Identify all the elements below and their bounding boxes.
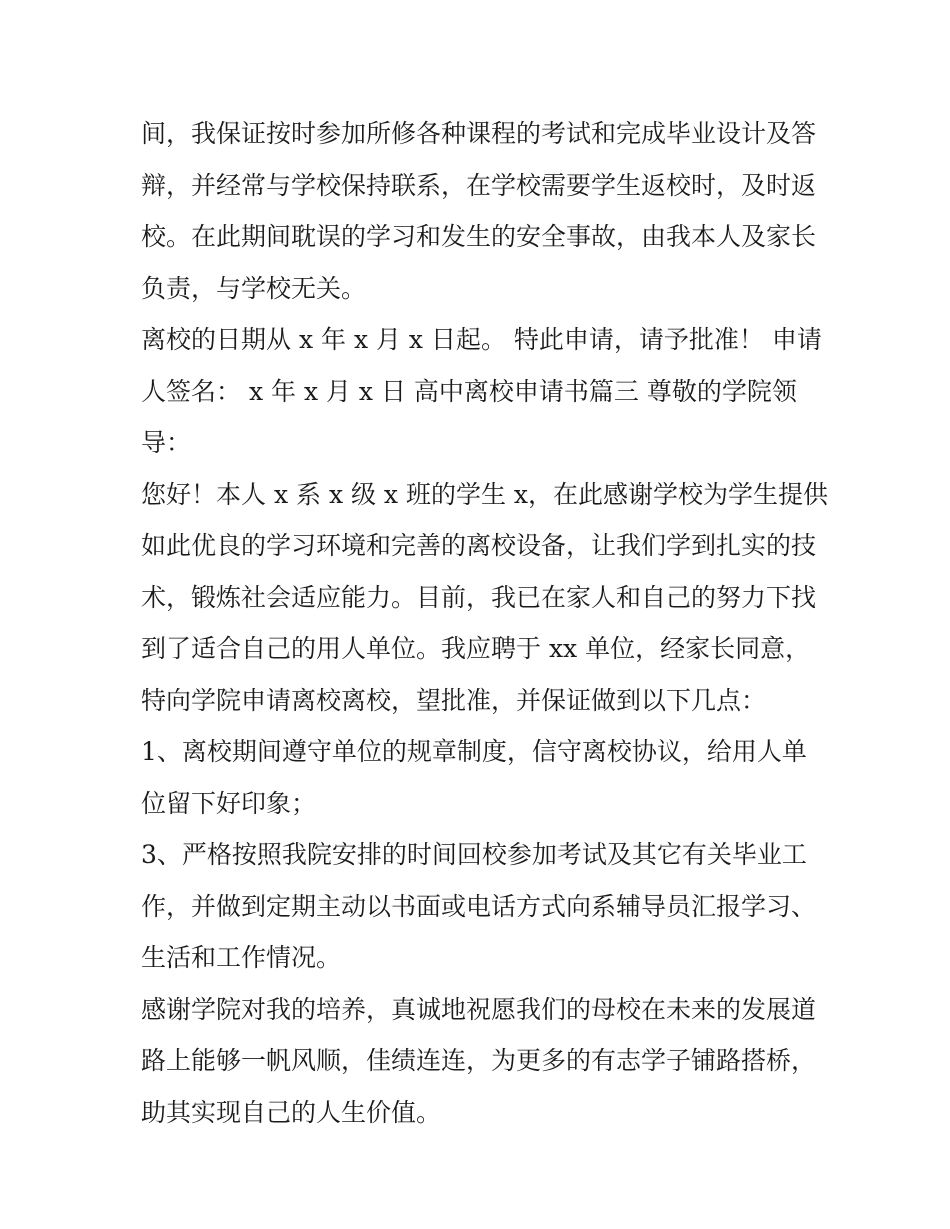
- text-line: 生活和工作情况。: [141, 943, 342, 972]
- text-line: 1、离校期间遵守单位的规章制度，信守离校协议，给用人单: [141, 737, 807, 766]
- text-line: 作，并做到定期主动以书面或电话方式向系辅导员汇报学习、: [141, 891, 817, 921]
- text-line: 辩，并经常与学校保持联系，在学校需要学生返校时，及时返: [141, 170, 817, 200]
- text-line: 校。在此期间耽误的学习和发生的安全事故，由我本人及家长: [141, 222, 817, 251]
- text-line: 间，我保证按时参加所修各种课程的考试和完成毕业设计及答: [141, 119, 817, 148]
- text-line: 离校的日期从 x 年 x 月 x 日起。 特此申请，请予批准！ 申请: [141, 325, 822, 354]
- text-line: 负责，与学校无关。: [141, 273, 367, 303]
- text-line: 术，锻炼社会适应能力。目前，我已在家人和自己的努力下找: [141, 582, 817, 612]
- text-line: 如此优良的学习环境和完善的离校设备，让我们学到扎实的技: [141, 531, 817, 560]
- body-text: [141, 108, 829, 1138]
- text-line: 到了适合自己的用人单位。我应聘于 xx 单位，经家长同意，: [141, 634, 811, 663]
- text-line: 特向学院申请离校离校，望批准，并保证做到以下几点：: [141, 685, 767, 715]
- text-line: 导：: [141, 428, 192, 457]
- text-line: 助其实现自己的人生价值。: [141, 1097, 442, 1127]
- text-line: 您好！本人 x 系 x 级 x 班的学生 x，在此感谢学校为学生提供: [141, 479, 829, 509]
- text-line: 位留下好印象；: [141, 788, 317, 818]
- text-line: 3、严格按照我院安排的时间回校参加考试及其它有关毕业工: [141, 840, 807, 869]
- text-line: 路上能够一帆风顺，佳绩连连，为更多的有志学子铺路搭桥，: [141, 1046, 817, 1075]
- text-line: 人签名： x 年 x 月 x 日 高中离校申请书篇三 尊敬的学院领: [141, 376, 797, 406]
- text-line: 感谢学院对我的培养，真诚地祝愿我们的母校在未来的发展道: [141, 994, 817, 1024]
